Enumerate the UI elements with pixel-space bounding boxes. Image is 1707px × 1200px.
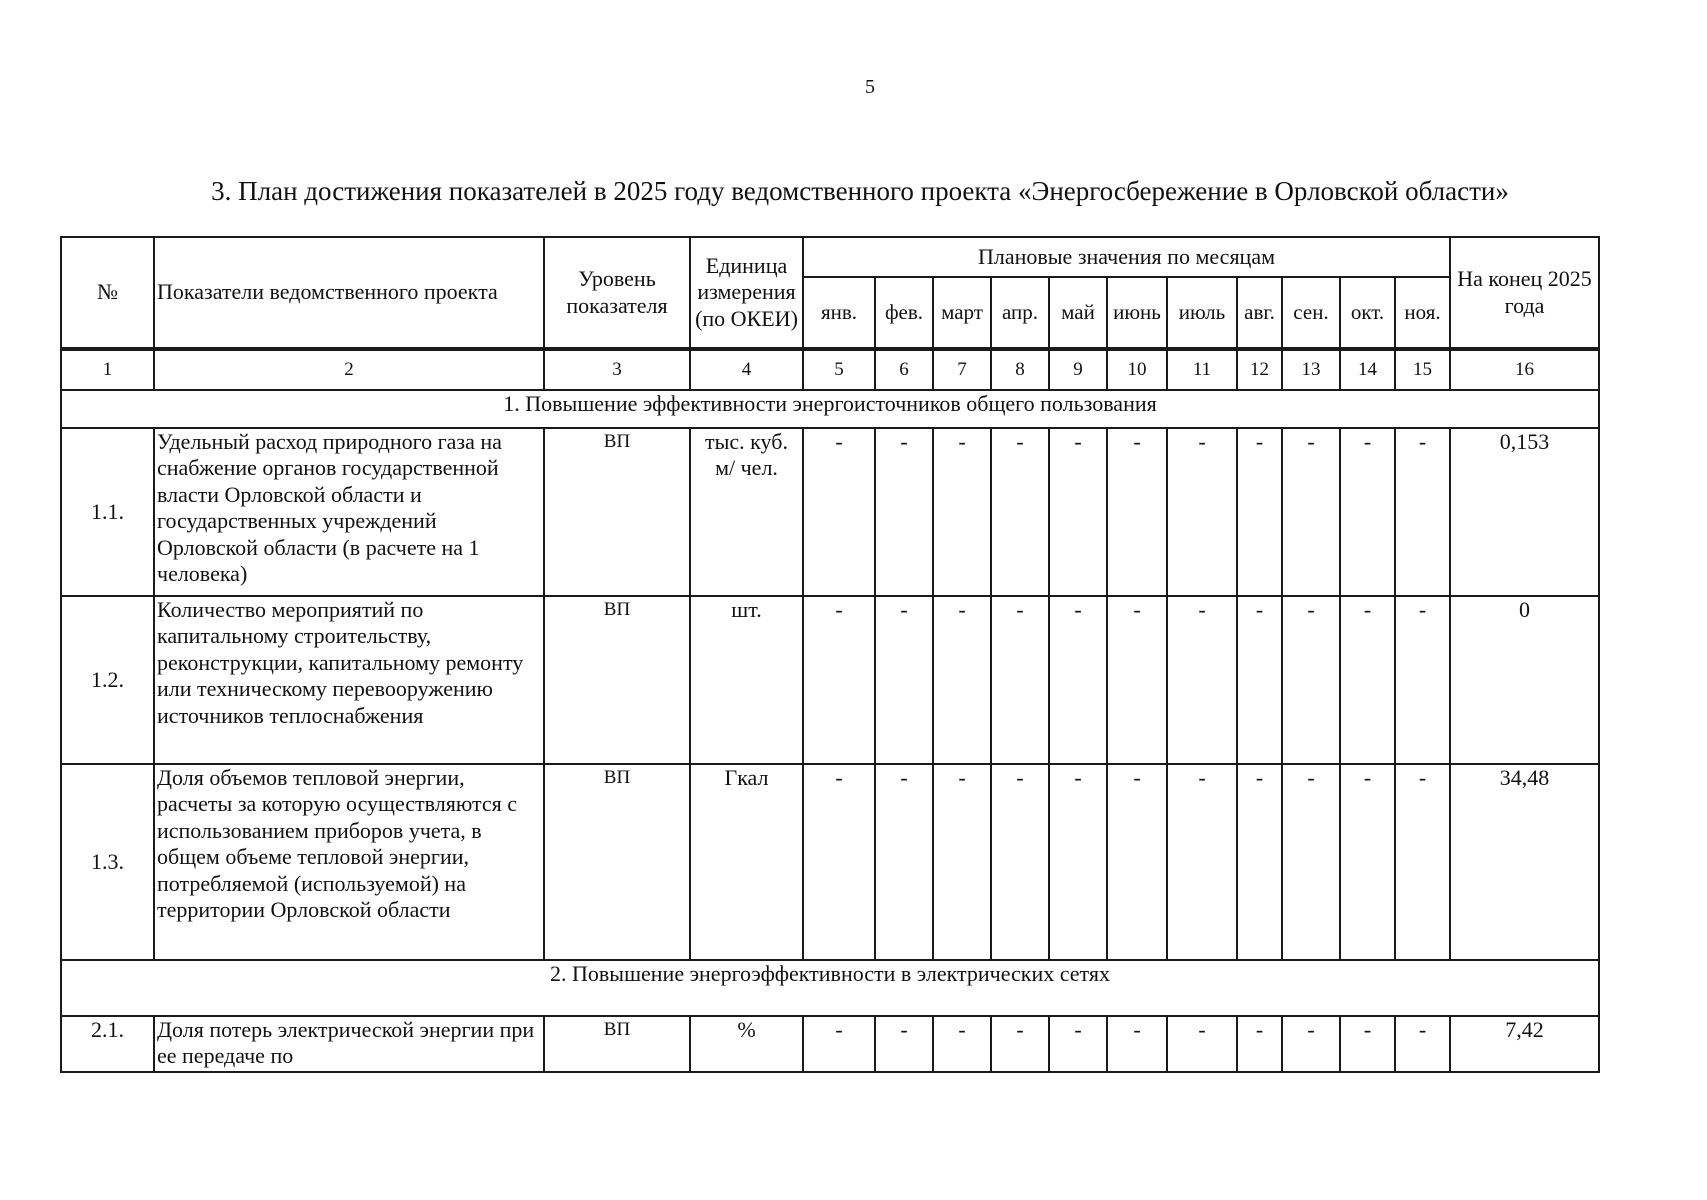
year-end-value: 0,153 — [1450, 428, 1599, 596]
page-number: 5 — [865, 76, 875, 98]
month-value: - — [1282, 428, 1340, 596]
month-value: - — [875, 428, 933, 596]
column-number: 11 — [1167, 349, 1237, 390]
month-value: - — [1237, 764, 1282, 960]
indicator-name: Количество мероприятий по капитальному строительству, реконструкции, капитальному ремонту или техническому перевооружению источников теплоснабжения — [154, 596, 544, 764]
month-value: - — [1167, 596, 1237, 764]
month-value: - — [1395, 764, 1450, 960]
month-value: - — [1049, 764, 1107, 960]
indicator-name: Доля потерь электрической энергии при ее передаче по — [154, 1016, 544, 1072]
header-month: янв. — [803, 277, 875, 349]
month-value: - — [933, 596, 991, 764]
year-end-value: 34,48 — [1450, 764, 1599, 960]
column-number: 8 — [991, 349, 1049, 390]
document-title: 3. План достижения показателей в 2025 году ведомственного проекта «Энергосбережение в Орловской области» — [211, 176, 1509, 206]
month-value: - — [1237, 428, 1282, 596]
table-row — [61, 428, 1599, 596]
column-number: 1 — [61, 349, 154, 390]
row-number: 1.1. — [61, 428, 154, 596]
header-monthly-group: Плановые значения по месяцам — [803, 237, 1450, 277]
month-value: - — [1167, 1016, 1237, 1072]
month-value: - — [803, 428, 875, 596]
month-value: - — [1340, 428, 1395, 596]
month-value: - — [1107, 764, 1167, 960]
column-number: 2 — [154, 349, 544, 390]
column-number: 9 — [1049, 349, 1107, 390]
indicator-name: Доля объемов тепловой энергии, расчеты за которую осуществляются с использованием приборов учета, в общем объеме тепловой энергии, потребляемой (используемой) на территории Орловской области — [154, 764, 544, 960]
month-value: - — [1049, 428, 1107, 596]
header-month: июнь — [1107, 277, 1167, 349]
month-value: - — [991, 428, 1049, 596]
row-number: 2.1. — [61, 1016, 154, 1072]
row-number: 1.3. — [61, 764, 154, 960]
column-number: 10 — [1107, 349, 1167, 390]
indicator-level: ВП — [544, 428, 690, 596]
month-value: - — [1340, 596, 1395, 764]
column-number: 4 — [690, 349, 803, 390]
column-number: 5 — [803, 349, 875, 390]
month-value: - — [933, 1016, 991, 1072]
month-value: - — [875, 596, 933, 764]
month-value: - — [803, 764, 875, 960]
month-value: - — [875, 764, 933, 960]
month-value: - — [1395, 428, 1450, 596]
month-value: - — [1049, 1016, 1107, 1072]
column-number: 15 — [1395, 349, 1450, 390]
month-value: - — [1282, 1016, 1340, 1072]
column-number: 16 — [1450, 349, 1599, 390]
month-value: - — [1167, 428, 1237, 596]
month-value: - — [1237, 596, 1282, 764]
header-indicator: Показатели ведомственного проекта — [154, 237, 544, 349]
column-number: 13 — [1282, 349, 1340, 390]
month-value: - — [933, 764, 991, 960]
row-number: 1.2. — [61, 596, 154, 764]
header-month: июль — [1167, 277, 1237, 349]
year-end-value: 0 — [1450, 596, 1599, 764]
month-value: - — [1049, 596, 1107, 764]
month-value: - — [1107, 1016, 1167, 1072]
column-number: 14 — [1340, 349, 1395, 390]
header-month: сен. — [1282, 277, 1340, 349]
header-no: № — [61, 237, 154, 349]
month-value: - — [1282, 764, 1340, 960]
month-value: - — [875, 1016, 933, 1072]
header-month: апр. — [991, 277, 1049, 349]
month-value: - — [1167, 764, 1237, 960]
month-value: - — [1282, 596, 1340, 764]
month-value: - — [1395, 596, 1450, 764]
month-value: - — [803, 1016, 875, 1072]
indicator-unit: % — [690, 1016, 803, 1072]
header-month: окт. — [1340, 277, 1395, 349]
indicator-level: ВП — [544, 596, 690, 764]
month-value: - — [1340, 1016, 1395, 1072]
table-row — [61, 1016, 1599, 1072]
header-level: Уровень показателя — [544, 237, 690, 349]
column-number: 7 — [933, 349, 991, 390]
month-value: - — [1107, 596, 1167, 764]
month-value: - — [991, 1016, 1049, 1072]
month-value: - — [1237, 1016, 1282, 1072]
month-value: - — [933, 428, 991, 596]
indicators-table — [60, 236, 1600, 1073]
indicator-name: Удельный расход природного газа на снабжение органов государственной власти Орловской области и государственных учреждений Орловской области (в расчете на 1 человека) — [154, 428, 544, 596]
month-value: - — [1107, 428, 1167, 596]
header-month: фев. — [875, 277, 933, 349]
year-end-value: 7,42 — [1450, 1016, 1599, 1072]
section-title: 1. Повышение эффективности энергоисточников общего пользования — [61, 390, 1599, 428]
indicator-unit: тыс. куб. м/ чел. — [690, 428, 803, 596]
table-row — [61, 764, 1599, 960]
section-title: 2. Повышение энергоэффективности в электрических сетях — [61, 960, 1599, 1016]
header-unit: Единица измерения (по ОКЕИ) — [690, 237, 803, 349]
header-month: май — [1049, 277, 1107, 349]
column-number: 6 — [875, 349, 933, 390]
header-month: март — [933, 277, 991, 349]
column-number: 3 — [544, 349, 690, 390]
column-number: 12 — [1237, 349, 1282, 390]
month-value: - — [1340, 764, 1395, 960]
month-value: - — [803, 596, 875, 764]
header-month: авг. — [1237, 277, 1282, 349]
header-year-end: На конец 2025 года — [1450, 237, 1599, 349]
month-value: - — [1395, 1016, 1450, 1072]
month-value: - — [991, 764, 1049, 960]
table-row — [61, 596, 1599, 764]
indicator-level: ВП — [544, 764, 690, 960]
indicator-unit: шт. — [690, 596, 803, 764]
month-value: - — [991, 596, 1049, 764]
header-month: ноя. — [1395, 277, 1450, 349]
indicator-level: ВП — [544, 1016, 690, 1072]
indicator-unit: Гкал — [690, 764, 803, 960]
